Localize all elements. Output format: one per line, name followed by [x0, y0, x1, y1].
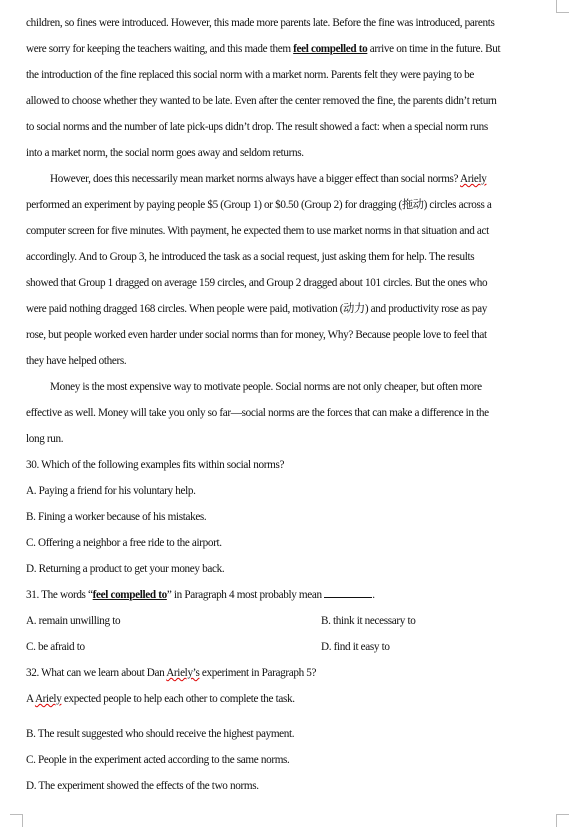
question-31-options-row-1 [26, 614, 563, 628]
paragraph-4-line-2: performed an experiment by paying people $5 (Group 1) or $0.50 (Group 2) for dragging (拖动) circles across a [26, 199, 492, 211]
page-corner-mark-bottom-right [556, 814, 569, 827]
question-30-option-a: A. Paying a friend for his voluntary help. [26, 485, 196, 497]
paragraph-4-line-6: were paid nothing dragged 168 circles. When people were paid, motivation (动力) and productivity rose as pay [26, 303, 488, 315]
paragraph-4-line-5: showed that Group 1 dragged on average 159 circles, and Group 2 dragged about 101 circles. But the ones who [26, 277, 488, 289]
question-30: 30. Which of the following examples fits within social norms? [26, 459, 285, 471]
paragraph-3-line-3: the introduction of the fine replaced this social norm with a market norm. Parents felt they were paying to be [26, 69, 475, 81]
question-31-option-a: A. remain unwilling to [26, 615, 121, 627]
question-30-option-d: D. Returning a product to get your money back. [26, 563, 225, 575]
paragraph-4-line-8: they have helped others. [26, 355, 127, 367]
question-31-options-row-2 [26, 640, 563, 654]
question-30-option-c: C. Offering a neighbor a free ride to the airport. [26, 537, 222, 549]
paragraph-3-line-1: children, so fines were introduced. However, this made more parents late. Before the fine was introduced, parents [26, 17, 495, 29]
phrase-feel-compelled-to: feel compelled to [293, 43, 368, 55]
paragraph-5-line-2: effective as well. Money will take you only so far—social norms are the forces that can make a difference in the [26, 407, 489, 419]
paragraph-4-line-3: computer screen for five minutes. With payment, he expected them to use market norms in that situation and act [26, 225, 489, 237]
paragraph-3-line-5: to social norms and the number of late pick-ups didn’t drop. The result showed a fact: when a special norm runs [26, 121, 488, 133]
paragraph-5-line-1: Money is the most expensive way to motivate people. Social norms are not only cheaper, but often more [50, 381, 482, 393]
paragraph-4-line-7: rose, but people worked even harder under social norms than for money, Why? Because people love to feel that [26, 329, 487, 341]
answer-blank [324, 588, 372, 598]
paragraph-3-line-4: allowed to choose whether they wanted to be late. Even after the center removed the fine, the parents didn’t return [26, 95, 497, 107]
paragraph-3-line-6: into a market norm, the social norm goes away and seldom returns. [26, 147, 304, 159]
question-32: 32. What can we learn about Dan Ariely’s experiment in Paragraph 5? [26, 667, 317, 679]
question-30-option-b: B. Fining a worker because of his mistakes. [26, 511, 207, 523]
page-corner-mark-top-right [556, 0, 569, 13]
question-32-option-a: A Ariely expected people to help each other to complete the task. [26, 693, 295, 705]
question-31-option-c: C. be afraid to [26, 641, 85, 653]
page-corner-mark-bottom-left [10, 814, 23, 827]
question-31-phrase: feel compelled to [92, 589, 167, 601]
paragraph-4-line-4: accordingly. And to Group 3, he introduced the task as a social request, just asking them for help. The results [26, 251, 475, 263]
paragraph-5-line-3: long run. [26, 433, 64, 445]
question-32-option-d: D. The experiment showed the effects of the two norms. [26, 780, 259, 792]
question-32-option-b: B. The result suggested who should receive the highest payment. [26, 728, 295, 740]
question-32-option-c: C. People in the experiment acted according to the same norms. [26, 754, 290, 766]
spellcheck-word-ariely-option: Ariely [34, 693, 62, 705]
question-31-option-d: D. find it easy to [321, 641, 390, 653]
spellcheck-word-ariely: Ariely [460, 173, 487, 185]
paragraph-4-line-1: However, does this necessarily mean market norms always have a bigger effect than social norms? Ariely [50, 173, 487, 185]
spellcheck-word-arielys: Ariely’s [166, 667, 200, 679]
question-31: 31. The words “feel compelled to” in Paragraph 4 most probably mean . [26, 589, 375, 601]
question-31-option-b: B. think it necessary to [321, 615, 416, 627]
paragraph-3-line-2: were sorry for keeping the teachers waiting, and this made them feel compelled to arrive on time in the future. But [26, 43, 501, 55]
